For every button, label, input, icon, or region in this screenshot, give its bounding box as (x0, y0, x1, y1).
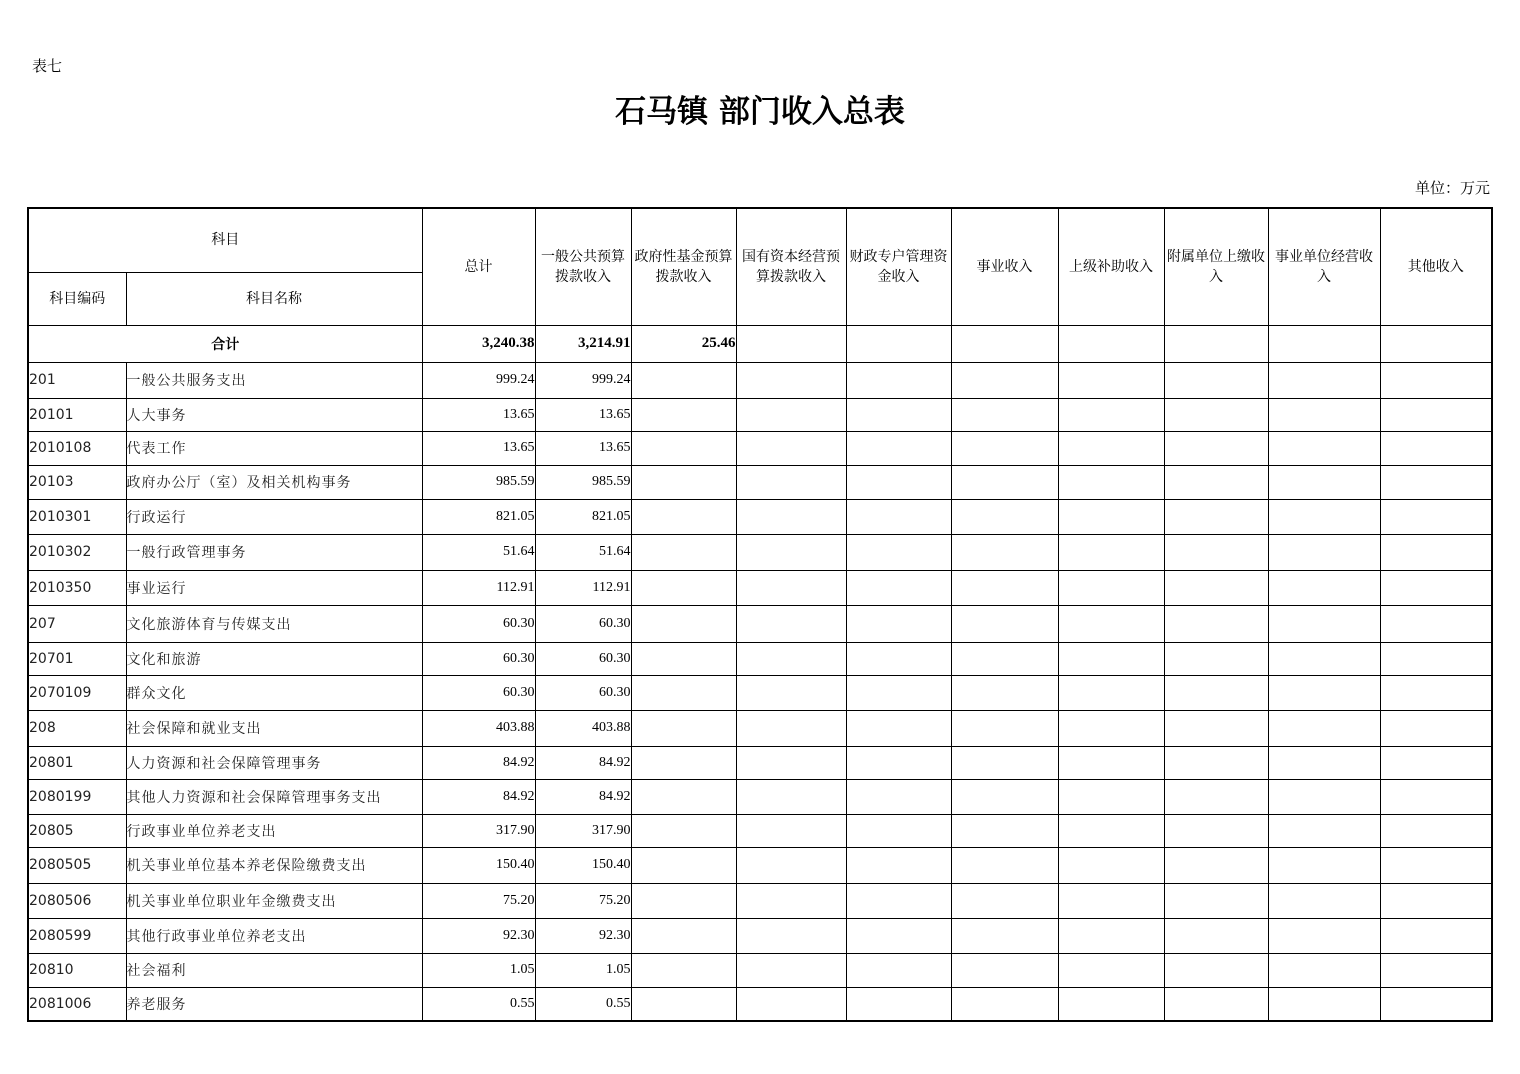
cell-empty (951, 431, 1058, 465)
cell-empty (1058, 499, 1164, 534)
cell-empty (631, 534, 736, 570)
cell-name: 事业运行 (126, 570, 422, 605)
cell-empty (1058, 814, 1164, 847)
cell-empty (1058, 362, 1164, 398)
cell-empty (951, 918, 1058, 953)
cell-total: 75.20 (422, 883, 535, 918)
cell-empty (846, 431, 951, 465)
cell-name: 群众文化 (126, 675, 422, 710)
cell-empty (846, 847, 951, 883)
table-row (28, 398, 1492, 431)
cell-empty (1380, 362, 1492, 398)
cell-general-budget: 985.59 (535, 465, 631, 499)
header-code: 科目编码 (28, 272, 126, 325)
cell-empty (1268, 570, 1380, 605)
cell-empty (1164, 779, 1268, 814)
cell-empty (1058, 642, 1164, 675)
table-row (28, 570, 1492, 605)
cell-empty (631, 431, 736, 465)
total-cell-empty (1268, 325, 1380, 362)
cell-total: 60.30 (422, 675, 535, 710)
cell-empty (736, 883, 846, 918)
cell-empty (951, 642, 1058, 675)
header-other-income: 其他收入 (1380, 208, 1492, 325)
cell-total: 84.92 (422, 746, 535, 779)
cell-empty (846, 953, 951, 987)
cell-name: 养老服务 (126, 987, 422, 1021)
cell-code: 20810 (28, 953, 126, 987)
cell-name: 文化旅游体育与传媒支出 (126, 605, 422, 642)
cell-empty (951, 362, 1058, 398)
cell-empty (1058, 746, 1164, 779)
cell-empty (1058, 605, 1164, 642)
cell-empty (1164, 987, 1268, 1021)
cell-empty (1058, 847, 1164, 883)
cell-empty (631, 779, 736, 814)
cell-name: 其他行政事业单位养老支出 (126, 918, 422, 953)
cell-empty (1268, 953, 1380, 987)
cell-empty (951, 605, 1058, 642)
cell-empty (631, 987, 736, 1021)
cell-code: 2081006 (28, 987, 126, 1021)
cell-general-budget: 1.05 (535, 953, 631, 987)
cell-name: 社会福利 (126, 953, 422, 987)
cell-empty (951, 675, 1058, 710)
cell-empty (1164, 431, 1268, 465)
cell-general-budget: 821.05 (535, 499, 631, 534)
cell-code: 2010350 (28, 570, 126, 605)
cell-general-budget: 60.30 (535, 675, 631, 710)
cell-empty (631, 746, 736, 779)
cell-name: 人大事务 (126, 398, 422, 431)
cell-empty (1380, 398, 1492, 431)
cell-total: 84.92 (422, 779, 535, 814)
cell-code: 207 (28, 605, 126, 642)
cell-empty (1268, 746, 1380, 779)
table-row (28, 534, 1492, 570)
cell-empty (736, 953, 846, 987)
table-row (28, 431, 1492, 465)
cell-empty (951, 883, 1058, 918)
cell-code: 2080199 (28, 779, 126, 814)
cell-empty (1058, 918, 1164, 953)
cell-general-budget: 13.65 (535, 431, 631, 465)
cell-name: 行政运行 (126, 499, 422, 534)
cell-empty (1380, 814, 1492, 847)
total-label: 合计 (28, 325, 422, 362)
cell-empty (1058, 987, 1164, 1021)
cell-empty (631, 362, 736, 398)
cell-total: 821.05 (422, 499, 535, 534)
cell-empty (951, 398, 1058, 431)
cell-empty (1268, 883, 1380, 918)
cell-empty (1058, 883, 1164, 918)
cell-empty (631, 570, 736, 605)
cell-name: 机关事业单位基本养老保险缴费支出 (126, 847, 422, 883)
total-row (28, 325, 1492, 362)
cell-empty (846, 534, 951, 570)
cell-general-budget: 317.90 (535, 814, 631, 847)
header-name: 科目名称 (126, 272, 422, 325)
cell-empty (1058, 779, 1164, 814)
cell-empty (1268, 918, 1380, 953)
header-total: 总计 (422, 208, 535, 325)
cell-name: 一般行政管理事务 (126, 534, 422, 570)
cell-empty (846, 883, 951, 918)
cell-code: 20801 (28, 746, 126, 779)
cell-empty (1058, 534, 1164, 570)
cell-empty (846, 746, 951, 779)
cell-total: 0.55 (422, 987, 535, 1021)
cell-empty (1380, 953, 1492, 987)
cell-empty (631, 465, 736, 499)
cell-empty (736, 779, 846, 814)
cell-code: 208 (28, 710, 126, 746)
cell-empty (951, 779, 1058, 814)
cell-empty (1164, 847, 1268, 883)
cell-code: 20701 (28, 642, 126, 675)
cell-empty (736, 710, 846, 746)
cell-empty (1058, 953, 1164, 987)
page-title: 石马镇 部门收入总表 (615, 94, 905, 130)
cell-empty (1058, 570, 1164, 605)
cell-empty (1058, 398, 1164, 431)
cell-general-budget: 84.92 (535, 746, 631, 779)
table-row (28, 465, 1492, 499)
cell-empty (1164, 465, 1268, 499)
cell-empty (1268, 362, 1380, 398)
cell-total: 92.30 (422, 918, 535, 953)
total-cell-empty (1164, 325, 1268, 362)
cell-empty (1164, 710, 1268, 746)
cell-empty (1268, 710, 1380, 746)
cell-empty (736, 570, 846, 605)
cell-code: 2070109 (28, 675, 126, 710)
cell-total: 13.65 (422, 398, 535, 431)
cell-total: 60.30 (422, 605, 535, 642)
cell-empty (631, 499, 736, 534)
cell-empty (951, 746, 1058, 779)
cell-code: 2010108 (28, 431, 126, 465)
cell-empty (1380, 710, 1492, 746)
cell-total: 13.65 (422, 431, 535, 465)
cell-empty (951, 534, 1058, 570)
cell-empty (1380, 918, 1492, 953)
cell-empty (846, 918, 951, 953)
cell-total: 112.91 (422, 570, 535, 605)
cell-code: 2080599 (28, 918, 126, 953)
total-cell-empty (846, 325, 951, 362)
cell-empty (631, 918, 736, 953)
total-cell-general-budget: 3,214.91 (535, 325, 631, 362)
cell-code: 2010302 (28, 534, 126, 570)
cell-empty (736, 746, 846, 779)
cell-code: 20103 (28, 465, 126, 499)
header-superior-subsidy: 上级补助收入 (1058, 208, 1164, 325)
header-fiscal-special: 财政专户管理资金收入 (846, 208, 951, 325)
cell-empty (631, 605, 736, 642)
table-row (28, 642, 1492, 675)
cell-general-budget: 403.88 (535, 710, 631, 746)
cell-general-budget: 60.30 (535, 642, 631, 675)
total-cell-gov-fund: 25.46 (631, 325, 736, 362)
cell-empty (1380, 883, 1492, 918)
cell-empty (951, 987, 1058, 1021)
total-cell-total: 3,240.38 (422, 325, 535, 362)
income-summary-table (27, 207, 1493, 1022)
cell-empty (736, 465, 846, 499)
cell-empty (1164, 362, 1268, 398)
table-row (28, 746, 1492, 779)
cell-empty (846, 499, 951, 534)
cell-empty (736, 605, 846, 642)
cell-total: 985.59 (422, 465, 535, 499)
cell-empty (951, 814, 1058, 847)
cell-empty (1268, 675, 1380, 710)
cell-empty (1380, 431, 1492, 465)
cell-general-budget: 150.40 (535, 847, 631, 883)
total-cell-empty (951, 325, 1058, 362)
table-row (28, 847, 1492, 883)
cell-empty (1380, 605, 1492, 642)
cell-empty (736, 398, 846, 431)
table-row (28, 710, 1492, 746)
cell-code: 201 (28, 362, 126, 398)
cell-empty (951, 465, 1058, 499)
cell-empty (1268, 642, 1380, 675)
table-row (28, 605, 1492, 642)
cell-empty (1268, 499, 1380, 534)
cell-empty (951, 710, 1058, 746)
cell-empty (1380, 675, 1492, 710)
header-state-capital: 国有资本经营预算拨款收入 (736, 208, 846, 325)
cell-empty (846, 605, 951, 642)
cell-empty (1164, 605, 1268, 642)
cell-general-budget: 999.24 (535, 362, 631, 398)
table-number-label: 表七 (32, 57, 63, 75)
cell-empty (631, 675, 736, 710)
cell-code: 20805 (28, 814, 126, 847)
cell-empty (736, 362, 846, 398)
cell-name: 社会保障和就业支出 (126, 710, 422, 746)
cell-empty (951, 570, 1058, 605)
cell-empty (951, 499, 1058, 534)
header-subject: 科目 (28, 208, 422, 272)
cell-empty (736, 675, 846, 710)
cell-empty (1164, 953, 1268, 987)
cell-total: 150.40 (422, 847, 535, 883)
cell-empty (1164, 499, 1268, 534)
cell-code: 20101 (28, 398, 126, 431)
total-cell-empty (736, 325, 846, 362)
cell-empty (1058, 431, 1164, 465)
cell-empty (1268, 534, 1380, 570)
cell-general-budget: 13.65 (535, 398, 631, 431)
table-row (28, 918, 1492, 953)
cell-empty (736, 814, 846, 847)
cell-empty (846, 710, 951, 746)
cell-empty (631, 814, 736, 847)
cell-total: 51.64 (422, 534, 535, 570)
cell-empty (1380, 746, 1492, 779)
cell-empty (736, 918, 846, 953)
cell-empty (1268, 398, 1380, 431)
table-row (28, 987, 1492, 1021)
cell-empty (846, 362, 951, 398)
cell-empty (846, 398, 951, 431)
cell-code: 2080506 (28, 883, 126, 918)
table-row (28, 953, 1492, 987)
cell-empty (736, 534, 846, 570)
cell-empty (1164, 642, 1268, 675)
cell-name: 行政事业单位养老支出 (126, 814, 422, 847)
cell-empty (1380, 499, 1492, 534)
cell-empty (1164, 814, 1268, 847)
cell-empty (631, 883, 736, 918)
cell-name: 文化和旅游 (126, 642, 422, 675)
unit-label: 单位：万元 (1414, 179, 1490, 197)
cell-empty (1268, 847, 1380, 883)
cell-empty (846, 814, 951, 847)
cell-empty (846, 675, 951, 710)
header-business-income: 事业收入 (951, 208, 1058, 325)
cell-empty (736, 847, 846, 883)
cell-empty (1164, 675, 1268, 710)
cell-general-budget: 75.20 (535, 883, 631, 918)
cell-empty (736, 431, 846, 465)
cell-name: 人力资源和社会保障管理事务 (126, 746, 422, 779)
cell-empty (736, 642, 846, 675)
table-row (28, 814, 1492, 847)
cell-general-budget: 84.92 (535, 779, 631, 814)
cell-empty (1058, 710, 1164, 746)
cell-code: 2010301 (28, 499, 126, 534)
cell-total: 1.05 (422, 953, 535, 987)
cell-empty (846, 465, 951, 499)
total-cell-empty (1058, 325, 1164, 362)
cell-empty (1058, 675, 1164, 710)
cell-empty (631, 398, 736, 431)
cell-general-budget: 112.91 (535, 570, 631, 605)
cell-empty (1268, 987, 1380, 1021)
cell-empty (631, 953, 736, 987)
cell-empty (1380, 465, 1492, 499)
cell-total: 60.30 (422, 642, 535, 675)
cell-total: 403.88 (422, 710, 535, 746)
cell-empty (1380, 847, 1492, 883)
cell-empty (1268, 814, 1380, 847)
cell-empty (1380, 642, 1492, 675)
cell-general-budget: 92.30 (535, 918, 631, 953)
cell-empty (1380, 534, 1492, 570)
cell-empty (1164, 746, 1268, 779)
cell-general-budget: 0.55 (535, 987, 631, 1021)
cell-name: 代表工作 (126, 431, 422, 465)
cell-empty (1380, 570, 1492, 605)
cell-code: 2080505 (28, 847, 126, 883)
cell-empty (631, 710, 736, 746)
cell-empty (1268, 605, 1380, 642)
cell-empty (736, 987, 846, 1021)
cell-empty (736, 499, 846, 534)
cell-empty (846, 987, 951, 1021)
cell-empty (846, 642, 951, 675)
cell-empty (1164, 570, 1268, 605)
cell-name: 政府办公厅（室）及相关机构事务 (126, 465, 422, 499)
table-row (28, 675, 1492, 710)
cell-name: 其他人力资源和社会保障管理事务支出 (126, 779, 422, 814)
cell-empty (1380, 779, 1492, 814)
header-gov-fund: 政府性基金预算拨款收入 (631, 208, 736, 325)
cell-total: 317.90 (422, 814, 535, 847)
cell-total: 999.24 (422, 362, 535, 398)
cell-empty (1268, 431, 1380, 465)
header-general-budget: 一般公共预算拨款收入 (535, 208, 631, 325)
cell-empty (1164, 398, 1268, 431)
table-row (28, 499, 1492, 534)
cell-name: 机关事业单位职业年金缴费支出 (126, 883, 422, 918)
table-row (28, 883, 1492, 918)
total-cell-empty (1380, 325, 1492, 362)
cell-empty (1268, 465, 1380, 499)
cell-empty (1058, 465, 1164, 499)
cell-general-budget: 60.30 (535, 605, 631, 642)
cell-name: 一般公共服务支出 (126, 362, 422, 398)
cell-empty (1268, 779, 1380, 814)
cell-empty (1164, 883, 1268, 918)
table-row (28, 779, 1492, 814)
cell-empty (1164, 534, 1268, 570)
cell-empty (846, 779, 951, 814)
header-affiliated-income: 附属单位上缴收入 (1164, 208, 1268, 325)
header-operating-income: 事业单位经营收入 (1268, 208, 1380, 325)
cell-empty (846, 570, 951, 605)
cell-empty (631, 642, 736, 675)
cell-empty (951, 953, 1058, 987)
cell-empty (1380, 987, 1492, 1021)
table-row (28, 362, 1492, 398)
cell-empty (1164, 918, 1268, 953)
cell-general-budget: 51.64 (535, 534, 631, 570)
cell-empty (951, 847, 1058, 883)
cell-empty (631, 847, 736, 883)
